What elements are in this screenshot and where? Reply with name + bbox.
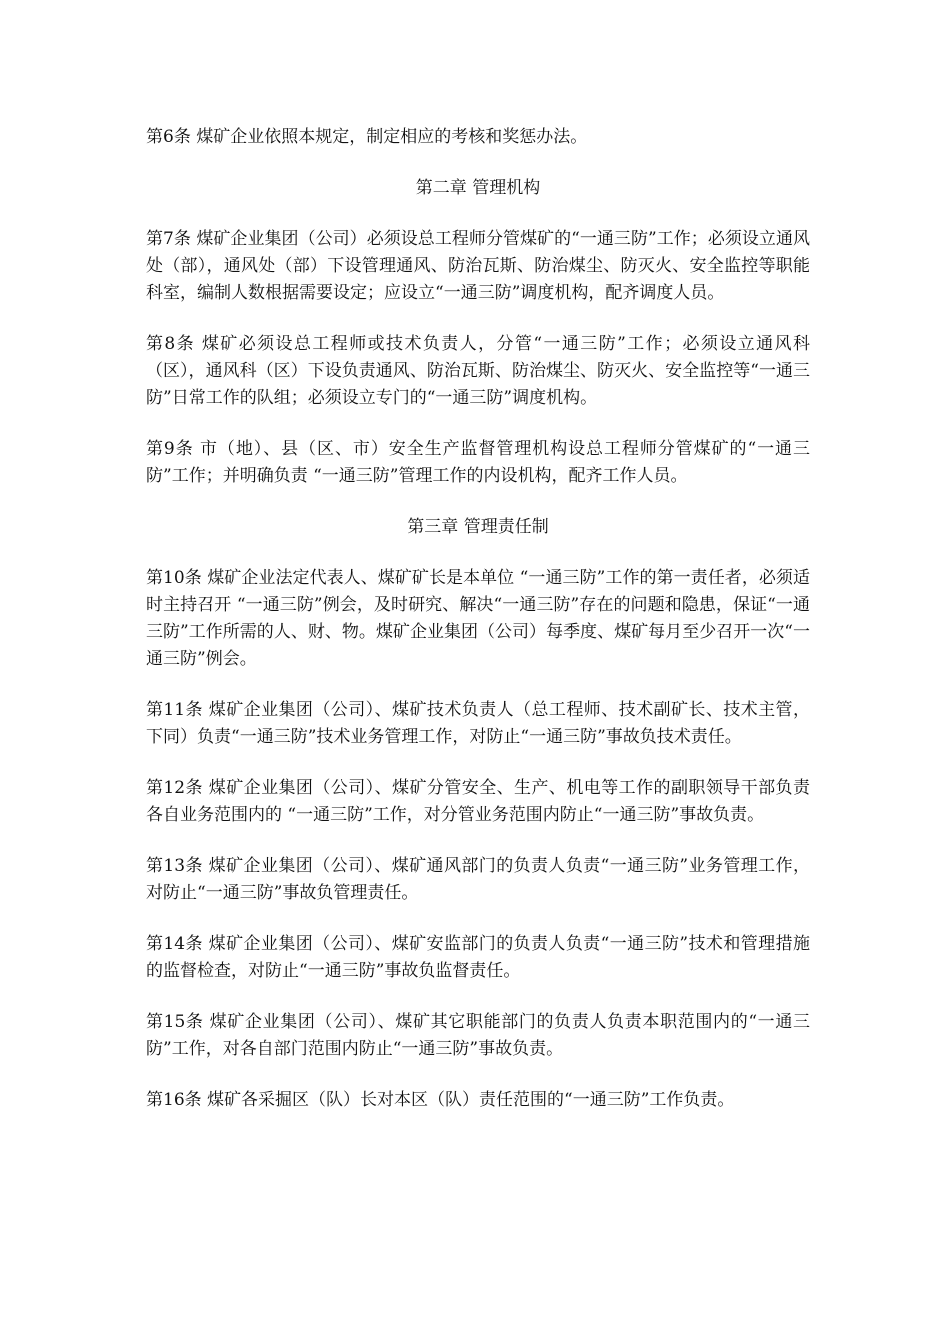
chapter-2-heading: 第二章 管理机构 <box>415 178 541 198</box>
article-15: 第15条 煤矿企业集团（公司）、煤矿其它职能部门的负责人负责本职范围内的“一通三防”工作，对各自部门范围内防止“一通三防”事故负责。 <box>146 1012 810 1059</box>
article-12: 第12条 煤矿企业集团（公司）、煤矿分管安全、生产、机电等工作的副职领导干部负责各自业务范围内的 “一通三防”工作，对分管业务范围内防止“一通三防”事故负责。 <box>146 778 810 825</box>
article-6: 第6条 煤矿企业依照本规定，制定相应的考核和奖惩办法。 <box>146 127 588 147</box>
article-11: 第11条 煤矿企业集团（公司）、煤矿技术负责人（总工程师、技术副矿长、技术主管，下同）负责“一通三防”技术业务管理工作，对防止“一通三防”事故负技术责任。 <box>146 700 810 747</box>
chapter-3-heading: 第三章 管理责任制 <box>407 517 549 537</box>
article-14: 第14条 煤矿企业集团（公司）、煤矿安监部门的负责人负责“一通三防”技术和管理措施的监督检查，对防止“一通三防”事故负监督责任。 <box>146 934 810 981</box>
article-13: 第13条 煤矿企业集团（公司）、煤矿通风部门的负责人负责“一通三防”业务管理工作，对防止“一通三防”事故负管理责任。 <box>146 856 810 903</box>
article-7: 第7条 煤矿企业集团（公司）必须设总工程师分管煤矿的“一通三防”工作；必须设立通风处（部），通风处（部）下设管理通风、防治瓦斯、防治煤尘、防灭火、安全监控等职能科室，编制人数根据需要设定；应设立“一通三防”调度机构，配齐调度人员。 <box>146 229 810 303</box>
article-8: 第8条 煤矿必须设总工程师或技术负责人，分管“一通三防”工作；必须设立通风科（区），通风科（区）下设负责通风、防治瓦斯、防治煤尘、防灭火、安全监控等“一通三防”日常工作的队组；必须设立专门的“一通三防”调度机构。 <box>146 334 810 408</box>
article-9: 第9条 市（地）、县（区、市）安全生产监督管理机构设总工程师分管煤矿的“一通三防”工作；并明确负责 “一通三防”管理工作的内设机构，配齐工作人员。 <box>146 439 810 486</box>
article-16: 第16条 煤矿各采掘区（队）长对本区（队）责任范围的“一通三防”工作负责。 <box>146 1090 735 1110</box>
document-body <box>146 124 810 1138</box>
article-10: 第10条 煤矿企业法定代表人、煤矿矿长是本单位 “一通三防”工作的第一责任者，必须适时主持召开 “一通三防”例会，及时研究、解决“一通三防”存在的问题和隐患，保证“一通三防”工作所需的人、财、物。煤矿企业集团（公司）每季度、煤矿每月至少召开一次“一通三防”例会。 <box>146 568 810 669</box>
